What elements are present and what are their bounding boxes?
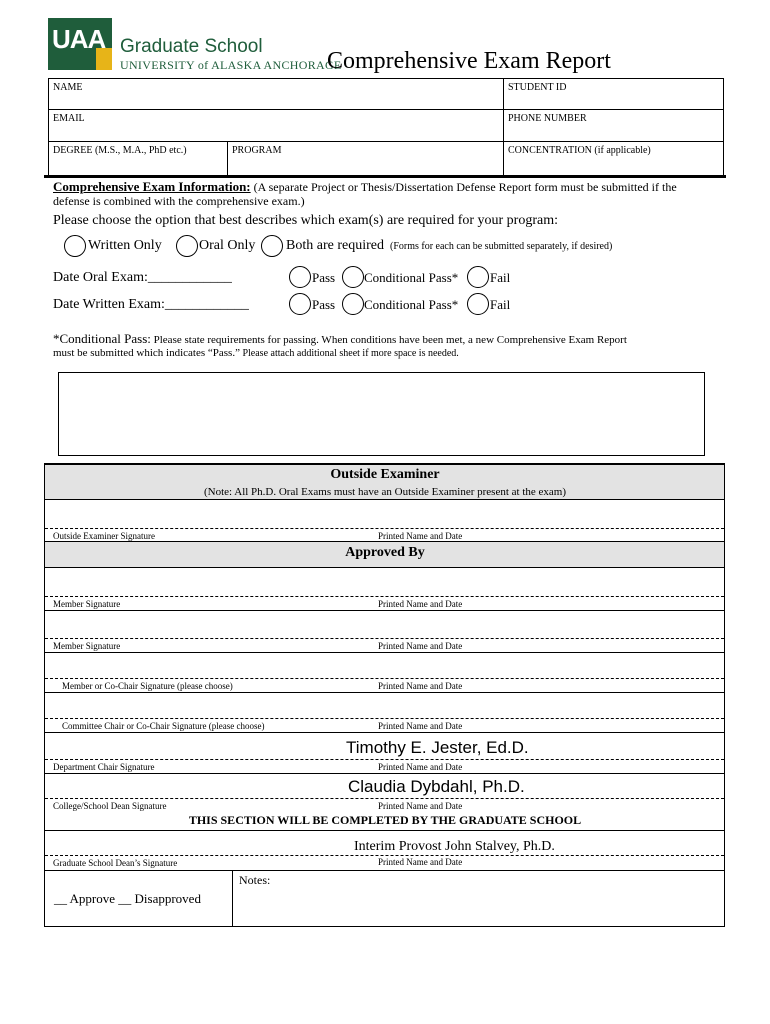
university-name: UNIVERSITY of ALASKA ANCHORAGE [120,58,342,72]
member2-sig-label: Member Signature [53,641,121,651]
both-required-note: (Forms for each can be submitted separately, if desired) [390,241,613,252]
exam-info-text1: (A separate Project or Thesis/Dissertation Defense Report form must be submitted if the [250,180,677,194]
exam-info-text2: defense is combined with the comprehensive exam.) [53,194,305,208]
conditional-pass-text1: Please state requirements for passing. When conditions have been met, a new Comprehensive Exam Report [150,334,627,346]
outside-examiner-heading: Outside Examiner [330,467,440,482]
name-field[interactable] [48,78,504,110]
notes-field[interactable] [236,888,721,924]
page-title: Comprehensive Exam Report [327,48,611,74]
dean-name: Claudia Dybdahl, Ph.D. [348,777,525,796]
row-divider [45,830,724,831]
both-required-label: Both are required [286,238,384,253]
graduate-school-heading: THIS SECTION WILL BE COMPLETED BY THE GRADUATE SCHOOL [188,813,582,827]
approved-by-heading: Approved By [345,545,425,560]
member-or-cochair-printed-label: Printed Name and Date [378,681,463,691]
department-chair-name: Timothy E. Jester, Ed.D. [346,738,529,757]
dash-line [45,638,724,639]
written-pass-label: Pass [312,297,336,312]
date-oral-exam[interactable]: Date Oral Exam:____________ [53,270,232,285]
outside-examiner-signature-line[interactable] [45,500,724,528]
row-divider [45,652,724,653]
exam-info-paragraph [53,179,733,195]
dash-line [45,855,724,856]
notes-label: Notes: [239,873,271,887]
dean-printed-label: Printed Name and Date [378,801,463,811]
radio-written-only[interactable] [64,235,86,262]
row-divider [45,692,724,693]
date-written-exam[interactable]: Date Written Exam:____________ [53,297,249,312]
radio-written-fail[interactable] [467,293,489,320]
email-label: EMAIL [53,113,85,124]
row-divider [45,870,724,871]
conditional-pass-text3: Please attach additional sheet if more space is needed. [239,348,459,359]
radio-oral-fail[interactable] [467,266,489,293]
row-divider [45,732,724,733]
department-chair-sig-label: Department Chair Signature [53,762,155,772]
degree-label: DEGREE (M.S., M.A., PhD etc.) [53,145,187,156]
chair-or-cochair-label: Committee Chair or Co-Chair Signature (please choose) [62,721,265,731]
radio-both-required[interactable] [261,235,283,262]
notes-divider [232,870,233,926]
student-id-label: STUDENT ID [508,82,567,93]
outside-examiner-note: (Note: All Ph.D. Oral Exams must have an Outside Examiner present at the exam) [204,486,566,498]
oral-fail-label: Fail [490,270,511,285]
member2-printed-label: Printed Name and Date [378,641,463,651]
name-label: NAME [53,82,83,93]
provost-name: Interim Provost John Stalvey, Ph.D. [354,839,555,854]
graduate-dean-printed-label: Printed Name and Date [378,857,463,867]
exam-info-heading: Comprehensive Exam Information: [53,179,251,194]
degree-field[interactable] [48,141,228,176]
row-divider [45,773,724,774]
oral-only-label: Oral Only [199,238,256,253]
radio-oral-only[interactable] [176,235,198,262]
dash-line [45,718,724,719]
school-name: Graduate School [120,36,263,57]
radio-oral-conditional[interactable] [342,266,364,293]
phone-field[interactable] [503,109,724,142]
dash-line [45,678,724,679]
conditions-textarea[interactable] [58,372,705,456]
chair-or-cochair-printed-label: Printed Name and Date [378,721,463,731]
program-label: PROGRAM [232,145,282,156]
graduate-dean-sig-label: Graduate School Dean’s Signature [53,858,178,868]
divider [44,175,726,178]
radio-written-conditional[interactable] [342,293,364,320]
dash-line [45,759,724,760]
dash-line [45,596,724,597]
conditional-pass-heading: *Conditional Pass: [53,331,151,346]
radio-written-pass[interactable] [289,293,311,320]
choose-option-text: Please choose the option that best describes which exam(s) are required for your program: [53,213,558,228]
outside-examiner-printed-label: Printed Name and Date [378,531,463,541]
dash-line [45,798,724,799]
oral-pass-label: Pass [312,270,336,285]
written-fail-label: Fail [490,297,511,312]
approve-disapprove[interactable]: __ Approve __ Disapproved [54,891,201,906]
conditional-pass-text2-line [53,347,459,359]
outside-examiner-sig-label: Outside Examiner Signature [53,531,155,541]
phone-label: PHONE NUMBER [508,113,587,124]
program-field[interactable] [227,141,504,176]
student-id-field[interactable] [503,78,724,110]
department-chair-printed-label: Printed Name and Date [378,762,463,772]
dean-sig-label: College/School Dean Signature [53,801,167,811]
concentration-field[interactable] [503,141,724,176]
oral-conditional-label: Conditional Pass* [364,270,459,285]
member-or-cochair-label: Member or Co-Chair Signature (please choose) [62,681,233,691]
radio-oral-pass[interactable] [289,266,311,293]
logo-text: UAA [52,24,106,54]
written-conditional-label: Conditional Pass* [364,297,459,312]
member1-printed-label: Printed Name and Date [378,599,463,609]
conditional-pass-note [53,331,733,347]
member1-sig-label: Member Signature [53,599,121,609]
conditional-pass-text2: must be submitted which indicates “Pass.” [53,347,240,359]
written-only-label: Written Only [88,238,162,253]
email-field[interactable] [48,109,504,142]
row-divider [45,610,724,611]
concentration-label: CONCENTRATION (if applicable) [508,145,651,156]
dash-line [45,528,724,529]
